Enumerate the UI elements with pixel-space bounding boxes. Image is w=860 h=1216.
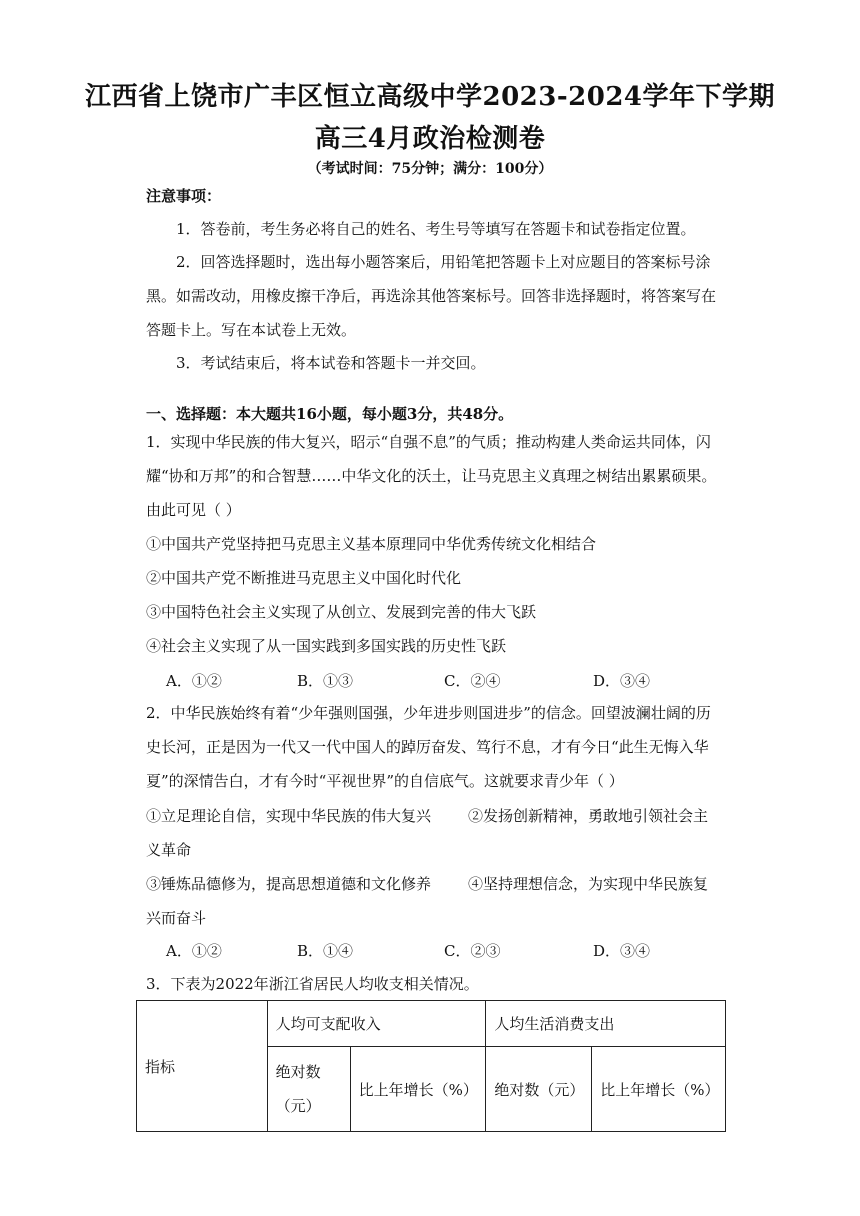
- table-col-income-absolute-label: 绝对数: [275, 1063, 321, 1081]
- table-col-income-absolute-unit: （元）: [275, 1097, 321, 1115]
- q2-option-b: B．①④: [297, 942, 354, 960]
- q1-stem-line: 耀“协和万邦”的和合智慧……中华文化的沃土，让马克思主义真理之树结出累累硕果。: [146, 467, 717, 485]
- notice-item: 黑。如需改动，用橡皮擦干净后，再选涂其他答案标号。回答非选择题时，将答案写在: [146, 287, 717, 305]
- q2-item-3: ③锤炼品德修为，提高思想道德和文化修养: [146, 875, 432, 893]
- q2-stem-line: 史长河，正是因为一代又一代中国人的踔厉奋发、笃行不息，才有今日“此生无悔入华: [146, 738, 709, 756]
- q3-income-table: [136, 1000, 726, 1132]
- table-group-spending: 人均生活消费支出: [486, 1001, 726, 1047]
- table-col-spending-absolute: 绝对数（元）: [486, 1047, 592, 1132]
- q1-item: ③中国特色社会主义实现了从创立、发展到完善的伟大飞跃: [146, 603, 537, 621]
- notice-item: 1．答卷前，考生务必将自己的姓名、考生号等填写在答题卡和试卷指定位置。: [176, 220, 696, 238]
- q2-stem-line: 夏”的深情告白，才有今时“平视世界”的自信底气。这就要求青少年（ ）: [146, 772, 624, 790]
- notice-item: 3．考试结束后，将本试卷和答题卡一并交回。: [176, 354, 486, 372]
- table-col-income-growth: 比上年增长（%）: [350, 1047, 486, 1132]
- q1-stem-line: 由此可见（ ）: [146, 501, 241, 519]
- section-heading: 一、选择题：本大题共16小题，每小题3分，共48分。: [146, 405, 514, 423]
- q2-item-4: ④坚持理想信念，为实现中华民族复: [468, 875, 709, 893]
- table-row-header: 指标: [137, 1001, 268, 1132]
- exam-title-line1: 江西省上饶市广丰区恒立高级中学2023-2024学年下学期: [84, 82, 776, 112]
- q1-item: ②中国共产党不断推进马克思主义中国化时代化: [146, 569, 462, 587]
- notice-heading: 注意事项：: [146, 187, 222, 205]
- q1-option-c: C．②④: [444, 672, 501, 690]
- table-col-income-absolute: [267, 1047, 350, 1132]
- q1-item: ①中国共产党坚持把马克思主义基本原理同中华优秀传统文化相结合: [146, 535, 597, 553]
- table-group-income: 人均可支配收入: [267, 1001, 486, 1047]
- q2-item-4-continued: 兴而奋斗: [146, 909, 207, 927]
- q2-option-a: A．①②: [166, 942, 222, 960]
- notice-item: 2．回答选择题时，选出每小题答案后，用铅笔把答题卡上对应题目的答案标号涂: [176, 253, 711, 271]
- table-col-spending-growth: 比上年增长（%）: [592, 1047, 726, 1132]
- exam-title-line2: 高三4月政治检测卷: [314, 124, 546, 154]
- q2-option-c: C．②③: [444, 942, 501, 960]
- q1-option-b: B．①③: [297, 672, 354, 690]
- exam-subtitle: （考试时间：75分钟；满分：100分）: [307, 161, 553, 177]
- q2-option-d: D．③④: [593, 942, 651, 960]
- q1-stem-line: 1．实现中华民族的伟大复兴，昭示“自强不息”的气质；推动构建人类命运共同体，闪: [146, 433, 711, 451]
- q1-option-d: D．③④: [593, 672, 651, 690]
- q2-item-2-continued: 义革命: [146, 841, 192, 859]
- q2-item-1: ①立足理论自信，实现中华民族的伟大复兴: [146, 807, 432, 825]
- q2-item-2: ②发扬创新精神，勇敢地引领社会主: [468, 807, 709, 825]
- notice-item: 答题卡上。写在本试卷上无效。: [146, 321, 357, 339]
- q1-item: ④社会主义实现了从一国实践到多国实践的历史性飞跃: [146, 637, 507, 655]
- q3-stem: 3．下表为2022年浙江省居民人均收支相关情况。: [146, 975, 479, 993]
- q2-stem-line: 2．中华民族始终有着“少年强则国强，少年进步则国进步”的信念。回望波澜壮阔的历: [146, 704, 711, 722]
- q1-option-a: A．①②: [166, 672, 222, 690]
